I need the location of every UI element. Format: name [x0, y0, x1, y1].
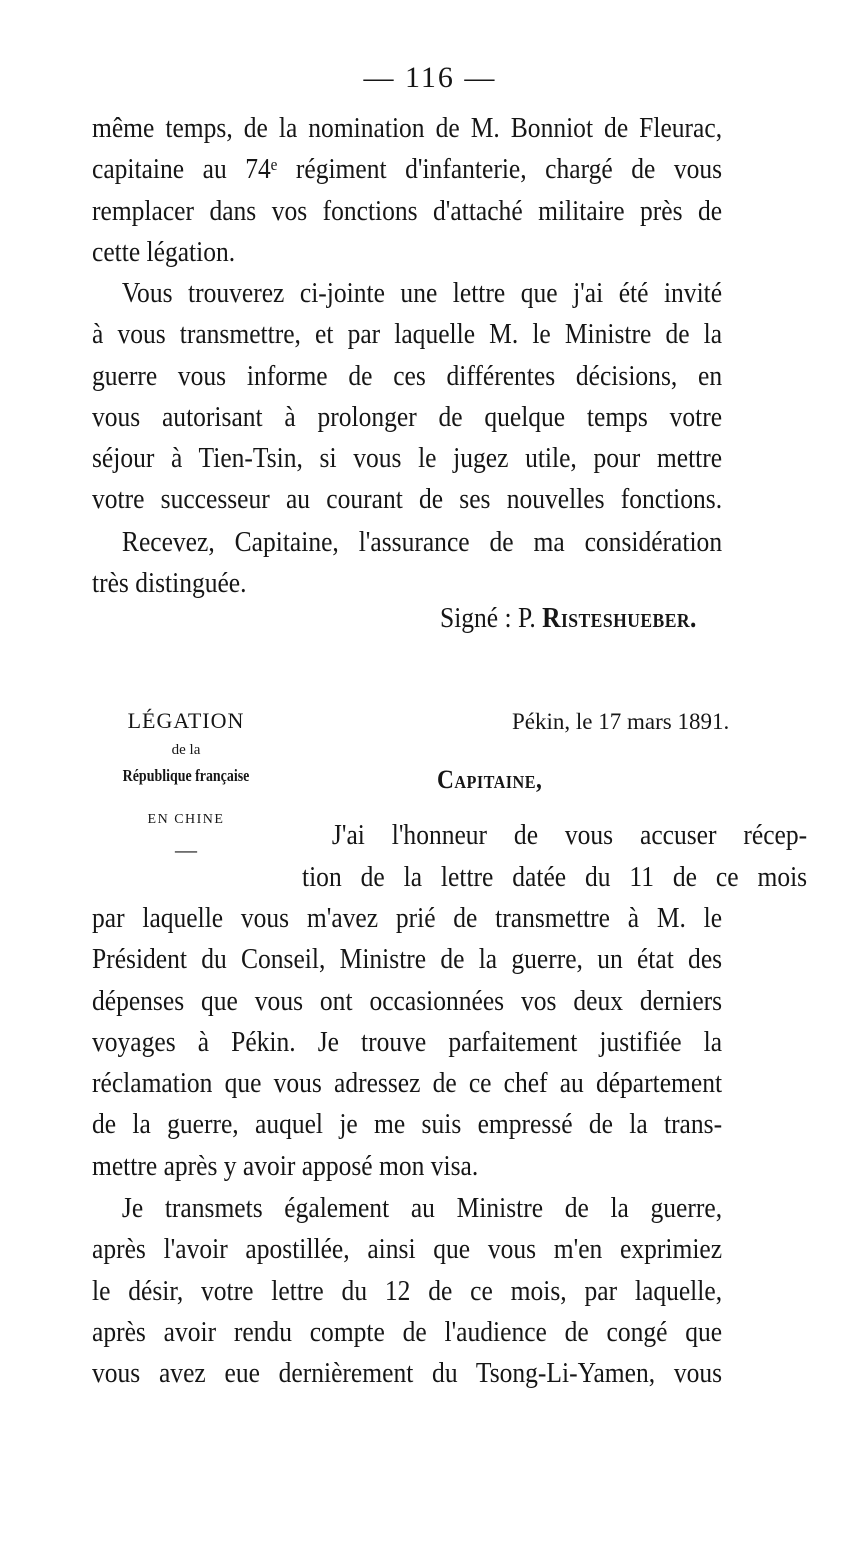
text-line: séjour à Tien-Tsin, si vous le jugez utile, pour mettre	[92, 442, 723, 475]
text-line: vous autorisant à prolonger de quelque temps votre	[92, 400, 723, 433]
letterhead-legation: LÉGATION	[127, 708, 245, 733]
text-line: même temps, de la nomination de M. Bonniot de Fleurac,	[92, 112, 723, 144]
letter-date: Pékin, le 17 mars 1891.	[512, 709, 730, 734]
text-line: réclamation que vous adressez de ce chef au département	[92, 1067, 723, 1100]
text-line: de la guerre, auquel je me suis empressé de la trans-	[92, 1108, 723, 1141]
text-line: mettre après y avoir apposé mon visa.	[92, 1149, 479, 1182]
text-line: Président du Conseil, Ministre de la guerre, un état des	[92, 943, 723, 976]
page-number: — 116 —	[363, 61, 497, 94]
letter-opening	[302, 814, 807, 898]
paragraph-continuation	[92, 108, 722, 273]
text-line: Je transmets également au Ministre de la guerre,	[121, 1192, 723, 1224]
text-line: Recevez, Capitaine, l'assurance de ma considération	[121, 526, 723, 558]
text-line: tion de la lettre datée du 11 de ce mois	[302, 861, 808, 893]
signature-prefix: Signé : P.	[440, 602, 543, 634]
text-line: guerre vous informe de ces différentes décisions, en	[92, 359, 723, 392]
text-line: voyages à Pékin. Je trouve parfaitement justifiée la	[92, 1025, 723, 1058]
text-line: votre successeur au courant de ses nouvelles fonctions.	[92, 483, 723, 516]
paragraph-letter-body	[92, 898, 722, 1187]
text-line: très distinguée.	[92, 567, 247, 600]
salutation: Capitaine,	[437, 765, 543, 794]
letterhead-de-la: de la	[171, 742, 201, 758]
paragraph-transmission	[92, 273, 722, 521]
letterhead	[96, 705, 276, 863]
paragraph-final	[92, 1188, 722, 1394]
text-line: par laquelle vous m'avez prié de transmettre à M. le	[92, 902, 723, 934]
letterhead-en-chine: EN CHINE	[147, 812, 225, 827]
text-line: vous avez eue dernièrement du Tsong-Li-Yamen, vous	[92, 1357, 723, 1390]
letterhead-republique: République française	[122, 766, 250, 785]
text-line: le désir, votre lettre du 12 de ce mois, par laquelle,	[92, 1274, 723, 1307]
text-line: J'ai l'honneur de vous accuser récep-	[331, 819, 808, 851]
text-line: dépenses que vous ont occasionnées vos deux derniers	[92, 984, 723, 1017]
letterhead-dash: —	[175, 837, 197, 862]
text-line: cette légation.	[92, 235, 236, 268]
text-line: Vous trouverez ci-jointe une lettre que j'ai été invité	[121, 277, 723, 309]
text-line: après avoir rendu compte de l'audience de congé que	[92, 1315, 723, 1348]
signature	[440, 598, 697, 638]
text-line: capitaine au 74ᵉ régiment d'infanterie, chargé de vous	[92, 153, 723, 186]
text-line: à vous transmettre, et par laquelle M. le Ministre de la	[92, 318, 723, 351]
text-line: après l'avoir apostillée, ainsi que vous m'en exprimiez	[92, 1233, 723, 1266]
signature-name: Risteshueber.	[542, 602, 697, 634]
text-line: remplacer dans vos fonctions d'attaché militaire près de	[92, 194, 723, 227]
paragraph-closing	[92, 522, 722, 605]
